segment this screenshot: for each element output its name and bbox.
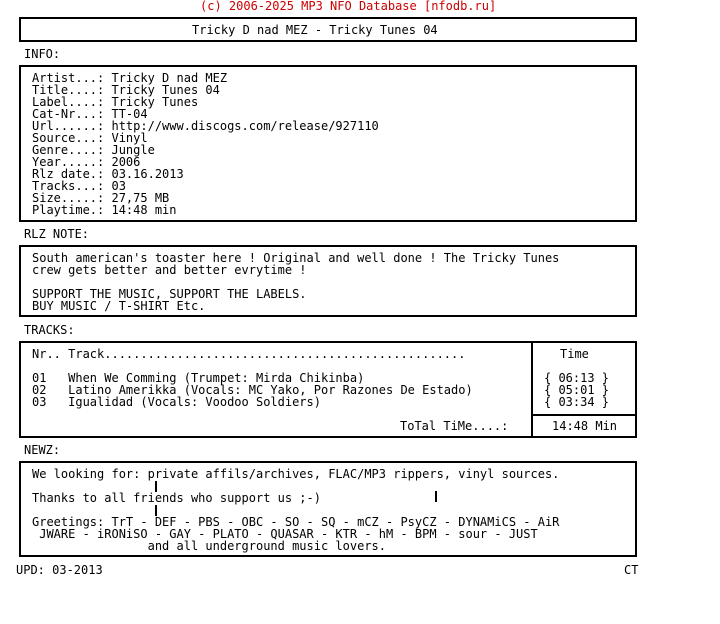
info-line-playtime: Playtime.: 14:48 min (32, 203, 177, 217)
info-line-label: Label....: Tricky Tunes (32, 95, 199, 109)
info-line-catnr: Cat-Nr...: TT-04 (32, 107, 148, 121)
footer-credit: CT (624, 563, 639, 577)
rlz-note-line: South american's toaster here ! Original and well done ! The Tricky Tunes (32, 251, 560, 265)
tracks-column-divider (531, 341, 533, 438)
track-time-02: { 05:01 } (544, 383, 610, 397)
info-line-genre: Genre....: Jungle (32, 143, 155, 157)
newz-line: and all underground music lovers. (32, 539, 387, 553)
tracks-section-label: TRACKS: (24, 323, 75, 337)
ascii-bar-decoration (435, 491, 437, 502)
tracks-header-left: Nr.. Track.................................................. (32, 347, 466, 361)
newz-line: We looking for: private affils/archives, FLAC/MP3 rippers, vinyl sources. (32, 467, 560, 481)
tracks-total-label: ToTal TiMe....: (400, 419, 509, 433)
info-line-artist: Artist...: Tricky D nad MEZ (32, 71, 228, 85)
newz-section-label: NEWZ: (24, 443, 61, 457)
footer-update: UPD: 03-2013 (16, 563, 103, 577)
info-line-size: Size.....: 27,75 MB (32, 191, 170, 205)
source-banner: (c) 2006-2025 MP3 NFO Database [nfodb.ru] (200, 0, 497, 13)
info-line-tracks: Tracks...: 03 (32, 179, 126, 193)
newz-line: Greetings: TrT - DEF - PBS - OBC - SO - SQ - mCZ - PsyCZ - DYNAMiCS - AiR (32, 515, 560, 529)
info-section-label: INFO: (24, 47, 61, 61)
track-row-02: 02 Latino Amerikka (Vocals: MC Yako, Por Razones De Estado) (32, 383, 473, 397)
info-line-title: Title....: Tricky Tunes 04 (32, 83, 220, 97)
track-time-03: { 03:34 } (544, 395, 610, 409)
tracks-header-time: Time (560, 347, 589, 361)
rlz-note-section-label: RLZ NOTE: (24, 227, 90, 241)
newz-line: JWARE - iRONiSO - GAY - PLATO - QUASAR - KTR - hM - BPM - sour - JUST (32, 527, 538, 541)
rlz-note-line: SUPPORT THE MUSIC, SUPPORT THE LABELS. (32, 287, 307, 301)
info-line-year: Year.....: 2006 (32, 155, 141, 169)
newz-line: Thanks to all friends who support us ;-) (32, 491, 321, 505)
rlz-note-line: crew gets better and better evrytime ! (32, 263, 307, 277)
info-line-source: Source...: Vinyl (32, 131, 148, 145)
info-line-rlz-date: Rlz date.: 03.16.2013 (32, 167, 184, 181)
rlz-note-line: BUY MUSIC / T-SHIRT Etc. (32, 299, 206, 313)
track-row-01: 01 When We Comming (Trumpet: Mirda Chikinba) (32, 371, 365, 385)
release-title: Tricky D nad MEZ - Tricky Tunes 04 (192, 23, 438, 37)
tracks-total-value: 14:48 Min (552, 419, 618, 433)
info-line-url: Url......: http://www.discogs.com/release/927110 (32, 119, 379, 133)
track-time-01: { 06:13 } (544, 371, 610, 385)
track-row-03: 03 Igualidad (Vocals: Voodoo Soldiers) (32, 395, 321, 409)
tracks-total-divider (531, 414, 637, 416)
